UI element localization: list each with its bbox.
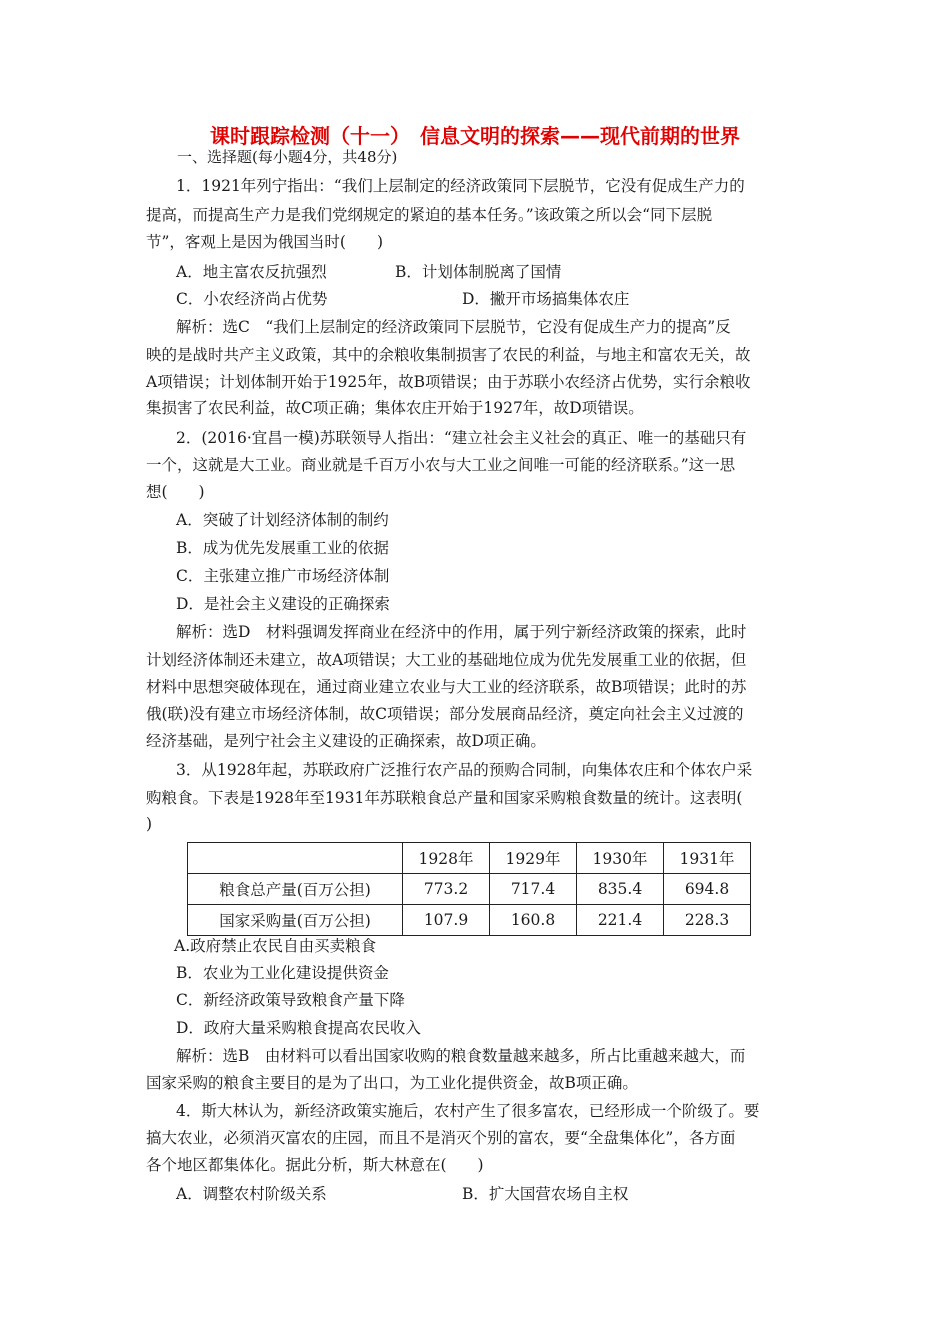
table-cell: 160.8 (490, 905, 577, 936)
table-header-cell: 1929年 (490, 843, 577, 874)
q1-option-d: D．撇开市场搞集体农庄 (462, 290, 630, 308)
q2-option-d: D．是社会主义建设的正确探索 (176, 595, 390, 613)
q3-stem-line-1: 3．从1928年起，苏联政府广泛推行农产品的预购合同制，向集体农庄和个体农户采 (176, 761, 753, 779)
q1-analysis-line-3: A项错误；计划体制开始于1925年，故B项错误；由于苏联小农经济占优势，实行余粮收 (146, 373, 751, 391)
q3-option-a: A.政府禁止农民自由买卖粮食 (174, 937, 377, 955)
q3-analysis-line-2: 国家采购的粮食主要目的是为了出口，为工业化提供资金，故B项正确。 (146, 1074, 638, 1092)
q2-stem-line-1: 2．(2016·宜昌一模)苏联领导人指出：“建立社会主义社会的真正、唯一的基础只有 (176, 429, 747, 447)
table-row (188, 905, 751, 936)
table-cell: 717.4 (490, 874, 577, 905)
q4-option-b: B．扩大国营农场自主权 (462, 1185, 629, 1203)
q3-option-d: D．政府大量采购粮食提高农民收入 (176, 1019, 421, 1037)
grain-statistics-table (187, 842, 751, 936)
q3-option-c: C．新经济政策导致粮食产量下降 (176, 991, 405, 1009)
table-header-cell: 1930年 (577, 843, 664, 874)
q2-analysis-line-1: 解析：选D 材料强调发挥商业在经济中的作用，属于列宁新经济政策的探索，此时 (176, 623, 747, 641)
q2-stem-line-3: 想( ) (146, 483, 205, 501)
q3-analysis-line-1: 解析：选B 由材料可以看出国家收购的粮食数量越来越多，所占比重越来越大，而 (176, 1047, 746, 1065)
q3-stem-line-3: ) (146, 815, 153, 833)
q4-stem-line-1: 4．斯大林认为，新经济政策实施后，农村产生了很多富农，已经形成一个阶级了。要 (176, 1102, 760, 1120)
page-title: 课时跟踪检测（十一） 信息文明的探索——现代前期的世界 (210, 124, 740, 148)
table-cell: 773.2 (403, 874, 490, 905)
q1-analysis-line-4: 集损害了农民利益，故C项正确；集体农庄开始于1927年，故D项错误。 (146, 399, 644, 417)
table-cell: 107.9 (403, 905, 490, 936)
q2-option-b: B．成为优先发展重工业的依据 (176, 539, 389, 557)
q2-analysis-line-3: 材料中思想突破体现在，通过商业建立农业与大工业的经济联系，故B项错误；此时的苏 (146, 678, 747, 696)
q2-stem-line-2: 一个，这就是大工业。商业就是千百万小农与大工业之间唯一可能的经济联系。”这一思 (146, 456, 736, 474)
table-cell: 221.4 (577, 905, 664, 936)
q1-stem-line-3: 节”，客观上是因为俄国当时( ) (146, 233, 384, 251)
q4-stem-line-3: 各个地区都集体化。据此分析，斯大林意在( ) (146, 1156, 484, 1174)
q2-analysis-line-5: 经济基础，是列宁社会主义建设的正确探索，故D项正确。 (146, 732, 546, 750)
q1-option-b: B．计划体制脱离了国情 (395, 263, 562, 281)
table-header-cell: 1931年 (664, 843, 751, 874)
table-cell: 835.4 (577, 874, 664, 905)
table-header-row (188, 843, 751, 874)
q1-option-a: A．地主富农反抗强烈 (176, 263, 327, 281)
q2-option-a: A．突破了计划经济体制的制约 (176, 511, 389, 529)
table-row (188, 874, 751, 905)
q2-analysis-line-4: 俄(联)没有建立市场经济体制，故C项错误；部分发展商品经济，奠定向社会主义过渡的 (146, 705, 744, 723)
q1-option-c: C．小农经济尚占优势 (176, 290, 328, 308)
q1-analysis-line-2: 映的是战时共产主义政策，其中的余粮收集制损害了农民的利益，与地主和富农无关，故 (146, 346, 751, 364)
q4-option-a: A．调整农村阶级关系 (176, 1185, 327, 1203)
table-cell: 国家采购量(百万公担) (188, 905, 403, 936)
q1-stem-line-2: 提高，而提高生产力是我们党纲规定的紧迫的基本任务。”该政策之所以会“同下层脱 (146, 206, 713, 224)
table-cell: 粮食总产量(百万公担) (188, 874, 403, 905)
q3-stem-line-2: 购粮食。下表是1928年至1931年苏联粮食总产量和国家采购粮食数量的统计。这表明( (146, 789, 743, 807)
q3-option-b: B．农业为工业化建设提供资金 (176, 964, 389, 982)
q2-option-c: C．主张建立推广市场经济体制 (176, 567, 390, 585)
table-header-cell (188, 843, 403, 874)
table-header-cell: 1928年 (403, 843, 490, 874)
q1-stem-line-1: 1．1921年列宁指出：“我们上层制定的经济政策同下层脱节，它没有促成生产力的 (176, 177, 745, 195)
section-heading: 一、选择题(每小题4分，共48分) (177, 148, 398, 166)
q1-analysis-line-1: 解析：选C “我们上层制定的经济政策同下层脱节，它没有促成生产力的提高”反 (176, 318, 731, 336)
q2-analysis-line-2: 计划经济体制还未建立，故A项错误；大工业的基础地位成为优先发展重工业的依据，但 (146, 651, 747, 669)
table-cell: 228.3 (664, 905, 751, 936)
table-cell: 694.8 (664, 874, 751, 905)
q4-stem-line-2: 搞大农业，必须消灭富农的庄园，而且不是消灭个别的富农，要“全盘集体化”，各方面 (146, 1129, 736, 1147)
